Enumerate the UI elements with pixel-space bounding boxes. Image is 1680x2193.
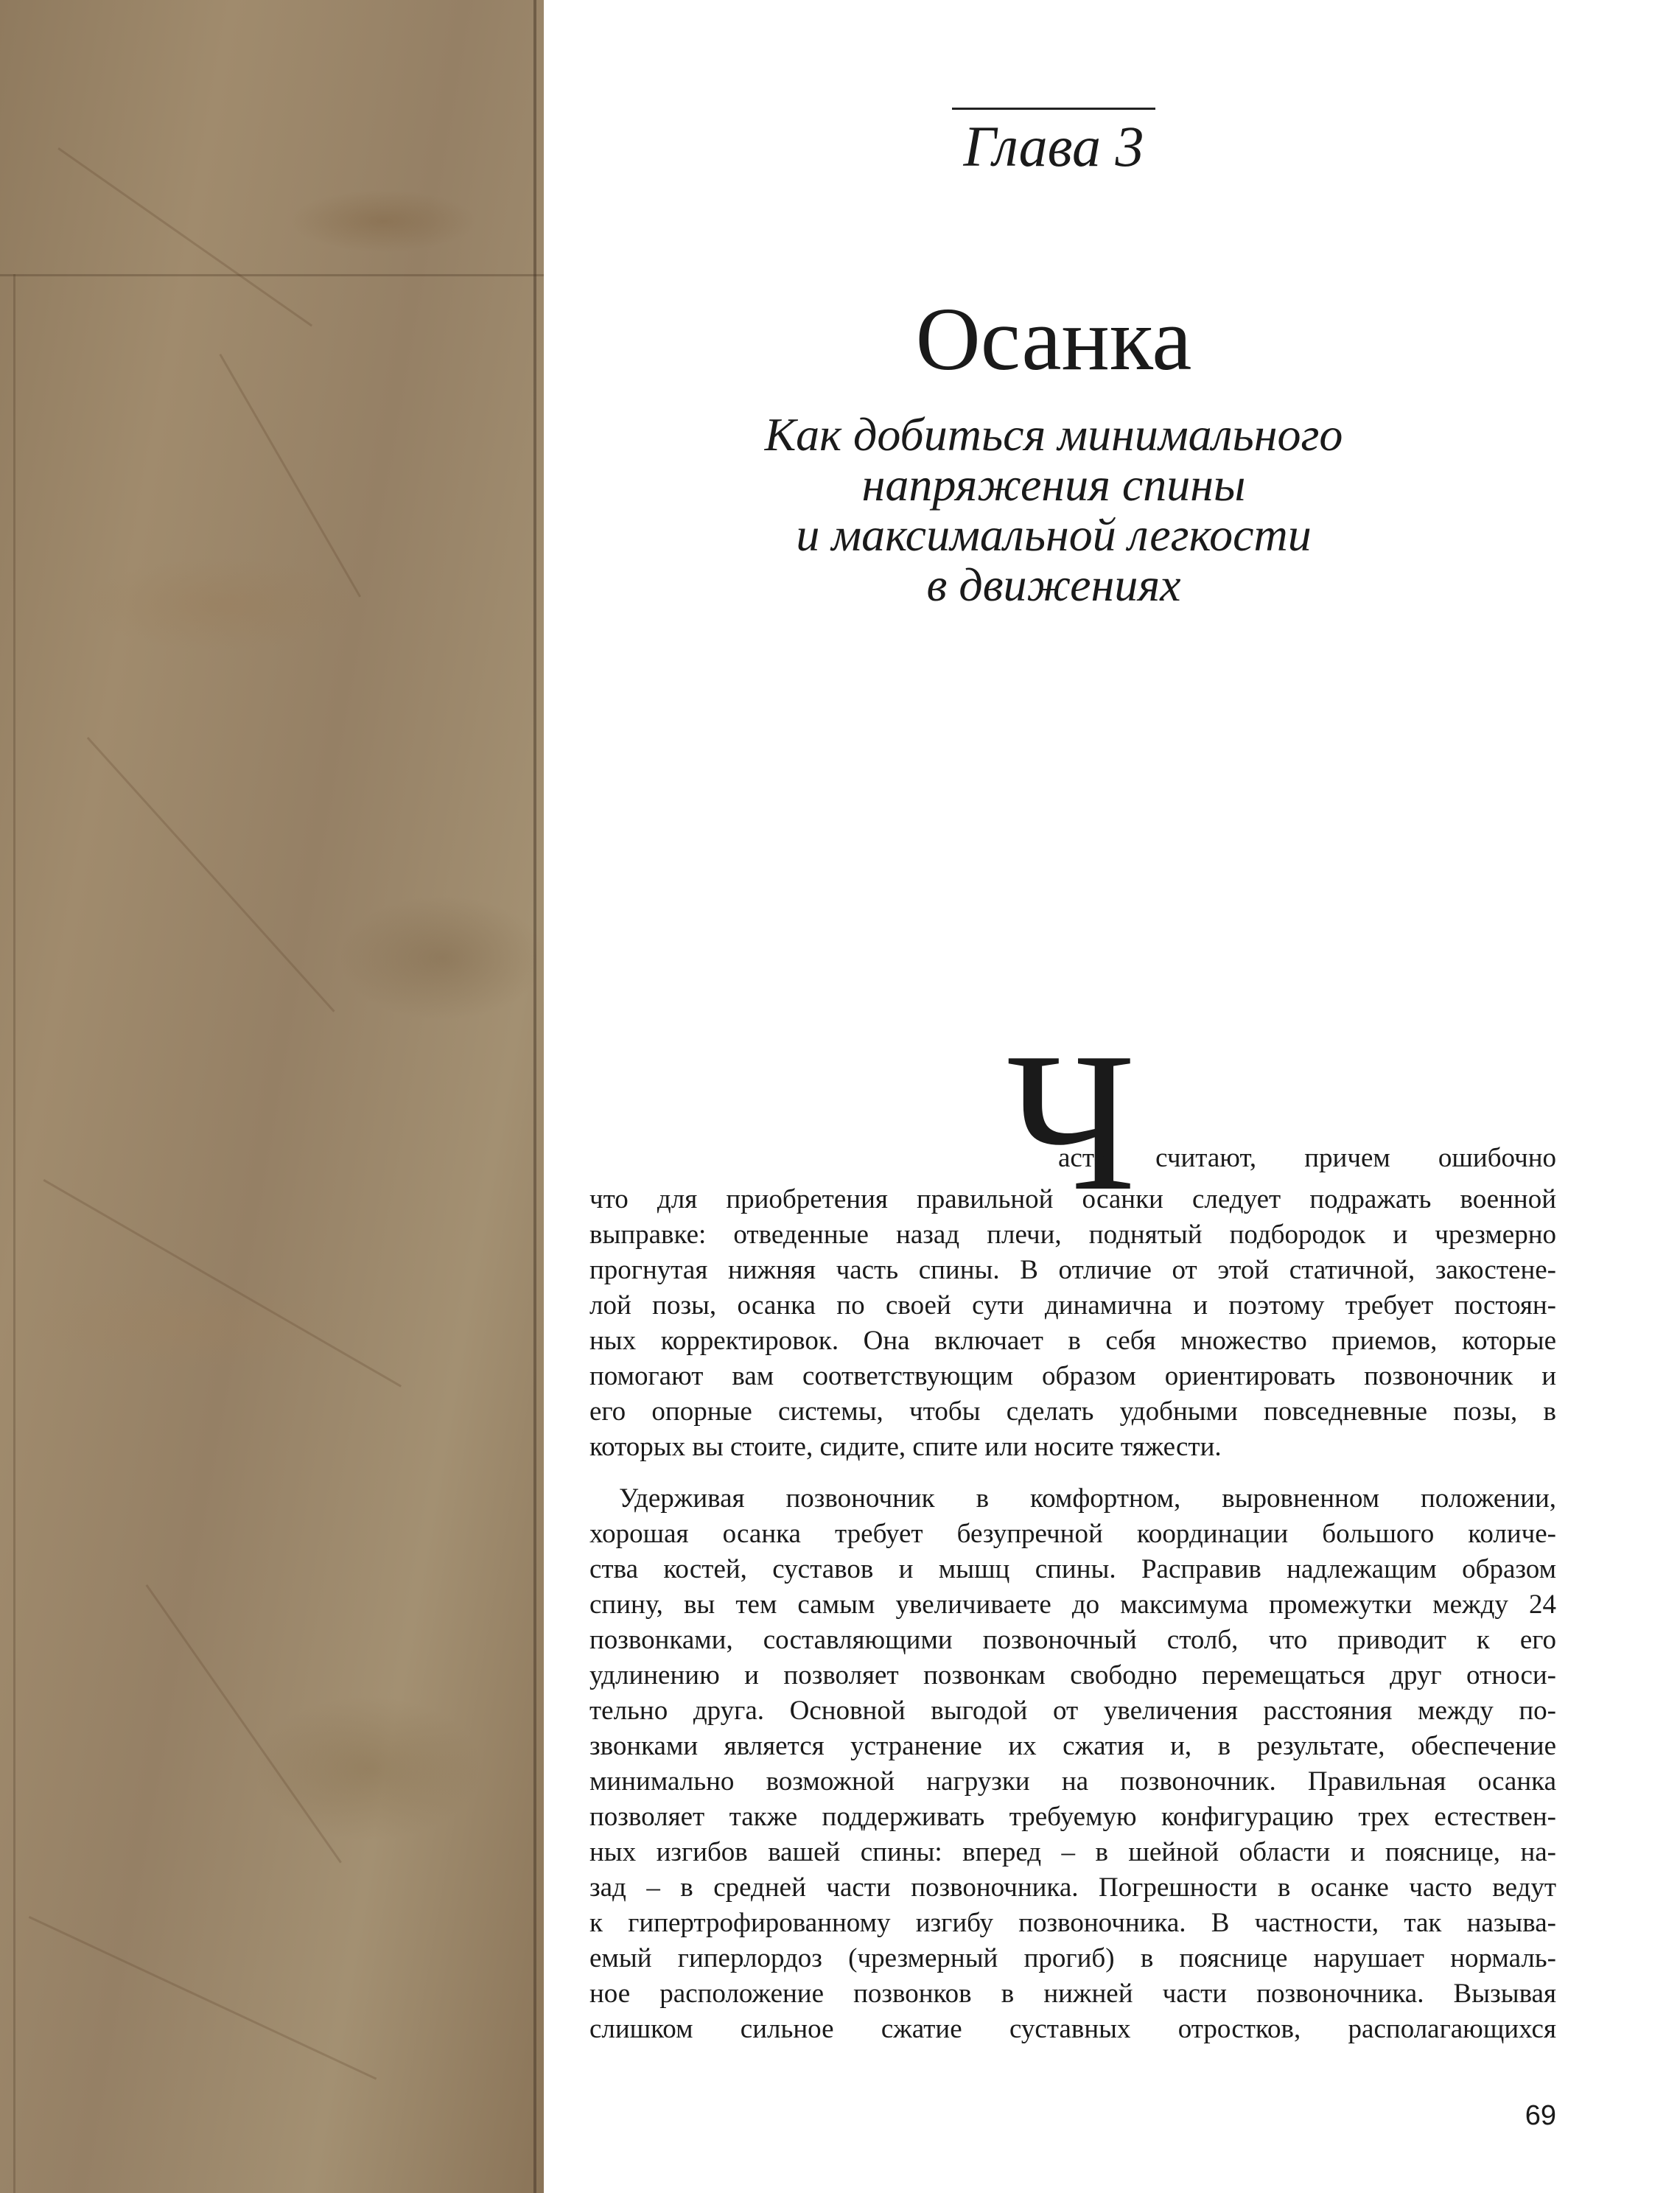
- marble-vein: [29, 1916, 377, 2080]
- text-line: выправке: отведенные назад плечи, поднятый подбородок и чрезмерно: [589, 1220, 1556, 1250]
- subtitle-line: и максимальной легкости: [796, 508, 1312, 561]
- text-line: лой позы, осанка по своей сути динамична и поэтому требует постоян-: [589, 1290, 1556, 1321]
- subtitle-line: напряжения спины: [861, 458, 1246, 511]
- marble-vein: [219, 354, 361, 598]
- text-line: асто считают, причем ошибочно: [1058, 1143, 1556, 1173]
- marble-vein: [57, 147, 312, 326]
- text-line: емый гиперлордоз (чрезмерный прогиб) в пояснице нарушает нормаль-: [589, 1943, 1556, 1973]
- chapter-subtitle: [663, 410, 1444, 610]
- chapter-rule: [952, 108, 1155, 110]
- paragraph-2: [589, 1481, 1556, 2047]
- chapter-label: Глава 3: [963, 114, 1144, 178]
- panel-seam-vertical-right: [533, 0, 536, 2193]
- text-line: которых вы стоите, сидите, спите или носите тяжести.: [589, 1432, 1222, 1462]
- text-line: прогнутая нижняя часть спины. В отличие от этой статичной, закостене-: [589, 1255, 1556, 1285]
- marble-vein: [87, 737, 335, 1012]
- first-line: [589, 1141, 1556, 1176]
- panel-seam-horizontal: [0, 274, 544, 276]
- marble-vein: [146, 1584, 342, 1864]
- paragraph-1: [589, 1182, 1556, 1465]
- text-line: ных изгибов вашей спины: вперед – в шейной области и пояснице, на-: [589, 1837, 1556, 1867]
- text-line: зад – в средней части позвоночника. Погрешности в осанке часто ведут: [589, 1872, 1556, 1903]
- text-line: помогают вам соответствующим образом ориентировать позвоночник и: [589, 1361, 1556, 1391]
- text-line: ства костей, суставов и мышц спины. Расправив надлежащим образом: [589, 1554, 1556, 1584]
- page-number: 69: [1525, 2100, 1556, 2131]
- decorative-side-panel: [0, 0, 544, 2193]
- text-line: ное расположение позвонков в нижней части позвоночника. Вызывая: [589, 1979, 1556, 2009]
- text-line: звонками является устранение их сжатия и, в результате, обеспечение: [589, 1731, 1556, 1761]
- text-line: что для приобретения правильной осанки следует подражать военной: [589, 1184, 1556, 1214]
- text-line: ных корректировок. Она включает в себя множество приемов, которые: [589, 1326, 1556, 1356]
- text-line: позволяет также поддерживать требуемую конфигурацию трех естествен-: [589, 1802, 1556, 1832]
- text-line: тельно друга. Основной выгодой от увеличения расстояния между по-: [589, 1696, 1556, 1726]
- text-line: к гипертрофированному изгибу позвоночника. В частности, так называ-: [589, 1908, 1556, 1938]
- text-line: хорошая осанка требует безупречной координации большого количе-: [589, 1519, 1556, 1549]
- text-line: минимально возможной нагрузки на позвоночник. Правильная осанка: [589, 1766, 1556, 1797]
- text-line: его опорные системы, чтобы сделать удобными повседневные позы, в: [589, 1396, 1556, 1427]
- subtitle-line: в движениях: [926, 559, 1181, 611]
- panel-seam-vertical-left: [13, 274, 15, 2193]
- text-line: слишком сильное сжатие суставных отростков, располагающихся: [589, 2014, 1556, 2044]
- text-line: позвонками, составляющими позвоночный столб, что приводит к его: [589, 1625, 1556, 1655]
- drop-cap: Ч: [1007, 1012, 1136, 1232]
- subtitle-line: Как добиться минимального: [764, 408, 1343, 461]
- marble-vein: [43, 1179, 402, 1388]
- text-line: спину, вы тем самым увеличиваете до максимума промежутки между 24: [589, 1589, 1556, 1620]
- text-line: удлинению и позволяет позвонкам свободно перемещаться друг относи-: [589, 1660, 1556, 1690]
- text-line: Удерживая позвоночник в комфортном, выровненном положении,: [619, 1483, 1556, 1514]
- chapter-title: Осанка: [915, 290, 1192, 389]
